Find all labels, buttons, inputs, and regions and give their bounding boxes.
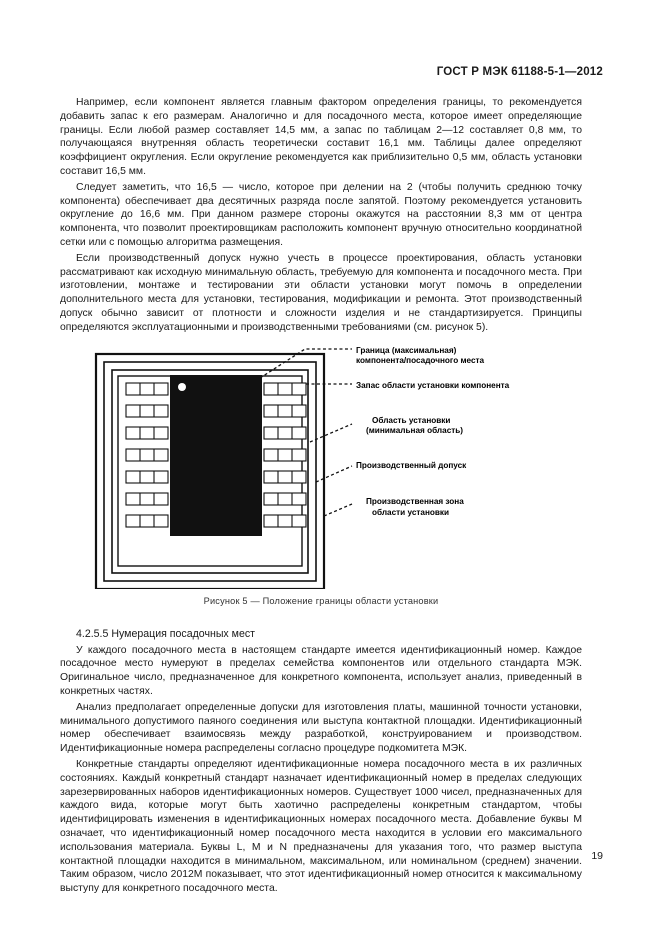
figure-caption: Рисунок 5 — Положение границы области установки — [203, 595, 439, 606]
label-area-2: (минимальная область) — [366, 425, 464, 435]
component-body — [170, 375, 262, 536]
left-pads — [126, 383, 168, 527]
figure-5 — [60, 344, 582, 594]
label-zone-2: области установки — [372, 507, 450, 517]
section-heading: 4.2.5.5 Нумерация посадочных мест — [76, 627, 255, 640]
document-header: ГОСТ Р МЭК 61188-5-1—2012 — [436, 66, 603, 78]
paragraph: Конкретные стандарты определяют идентификационные номера посадочного места в их различных состояниях. Каждый конкретный стандарт назначает идентификационный номер в пределах следующих зарезервированных наборов идентификационных номеров. Существует 1000 чисел, предназначенных для каждого вида, которые могут быть хаотично распределены конкретным стандартом, чтобы идентифицировать изменения в идентификационных номерах посадочного места. Добавление буквы M означает, что идентификационный номер посадочного места находится в условии его максимального использования материала. Буквы L, M и N предназначены для указания того, что размер выступа контактной площадки находится в минимальном, максимальном, или номинальном (среднем) значении. Таким образом, число 2012M показывает, что этот идентификационный номер относится к максимальному выступу для конкретного посадочного места. — [60, 758, 582, 895]
page-number: 19 — [591, 850, 603, 862]
page-content — [60, 96, 582, 896]
paragraph: Следует заметить, что 16,5 — число, которое при делении на 2 (чтобы получить среднюю точку компонента) обеспечивает два десятичных разряда после запятой. Поэтому рекомендуется установить округление до 16,6 мм. При данном размере стороны окажутся на расстоянии 8,3 мм от центра компонента, что позволит проектировщикам расположить компонент вручную относительно координатной сетки или с помощью алгоритма размещения. — [60, 181, 582, 248]
label-boundary-2: компонента/посадочного места — [356, 355, 485, 365]
label-tolerance: Производственный допуск — [356, 460, 467, 470]
pin1-marker — [178, 383, 186, 391]
right-pads — [264, 383, 306, 527]
paragraph: Анализ предполагает определенные допуски для изготовления платы, машинной точности установки, минимального допустимого паяного соединения или выступа контактной площадки. Идентификационный номер обеспечивает взаимосвязь между разработкой, конструированием и производством. Идентификационные номера распределены согласно процедуре подкомитета МЭК. — [60, 701, 582, 755]
label-zone-1: Производственная зона — [366, 496, 464, 506]
label-margin: Запас области установки компонента — [356, 380, 510, 390]
label-area-1: Область установки — [372, 415, 451, 425]
paragraph: Если производственный допуск нужно учесть в процессе проектирования, область установки рассматривают как исходную минимальную область, требуемую для компонента и посадочного места. При изготовлении, монтаже и тестировании эти области установки могут помочь в определении дополнительного места для установки, тестирования, модификации и ремонта. Этот производственный допуск обычно зависит от плотности и сложности изделия и не стандартизируется. Принципы определяются эксплуатационными и производственными требованиями (см. рисунок 5). — [60, 252, 582, 333]
label-boundary-1: Граница (максимальная) — [356, 345, 457, 355]
paragraph: Например, если компонент является главным фактором определения границы, то рекомендуется добавить запас к его размерам. Аналогично и для посадочного места, которое имеет определяющие границы. Если любой размер составляет 14,5 мм, а запас по таблицам 2—12 составляет 0,8 мм, то получающаяся внутренняя область теоретически составит 16,1 мм. Таблицы далее определяют коэффициент округления. Если округление рекомендуется как приблизительно 0,5 мм, область установки составит 16,5 мм. — [60, 97, 582, 177]
figure-diagram — [60, 344, 582, 589]
paragraph: У каждого посадочного места в настоящем стандарте имеется идентификационный номер. Каждое посадочное место нумеруют в пределах семейства компонентов или отдельного стандарта МЭК. Оригинальное число, предназначенное для конкретного компонента, использует анализ, приведенный в конкретных частях. — [60, 644, 582, 697]
